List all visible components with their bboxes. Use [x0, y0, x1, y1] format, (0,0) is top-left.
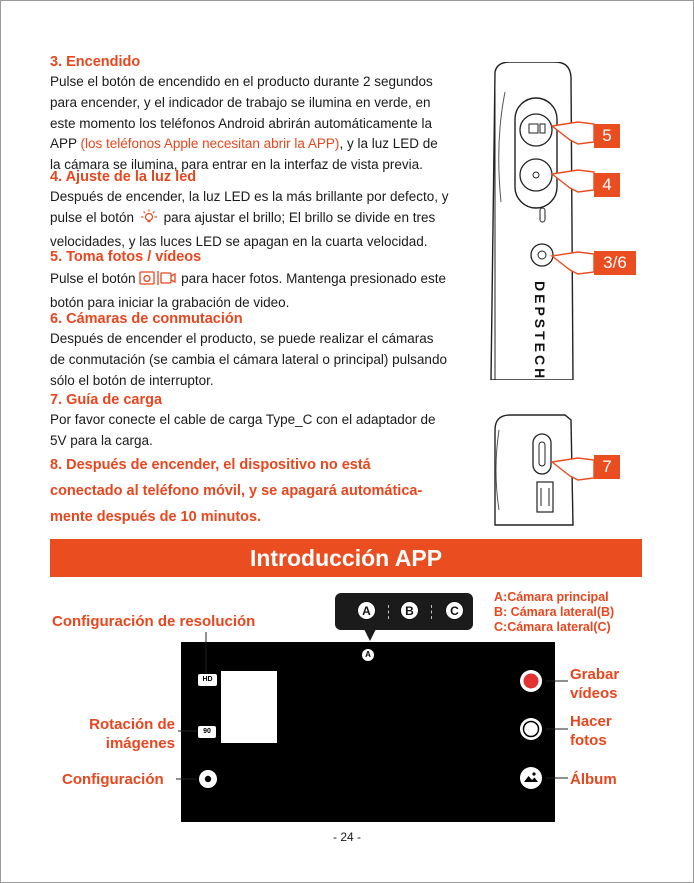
warning-line: 8. Después de encender, el dispositivo no está — [50, 457, 371, 473]
label-line: Grabar — [570, 666, 620, 683]
text-line: pulse el botón para ajustar el brillo; El brillo se divide en tres — [50, 208, 490, 232]
app-intro-banner: Introducción APP — [50, 539, 642, 577]
text-line: este momento los teléfonos Android abrirán automáticamente la — [50, 115, 432, 131]
text-line: Después de encender, la luz LED es la más brillante por defecto, y — [50, 189, 449, 204]
resolution-label: Configuración de resolución — [52, 613, 256, 630]
device-brand: DEPSTECH — [532, 281, 548, 382]
rotation-label — [77, 715, 175, 753]
label-line: Rotación de — [89, 716, 175, 733]
resolution-icon[interactable]: HD — [198, 674, 217, 686]
text-line: Pulse el botón para hacer fotos. Mantenga presionado este — [50, 269, 490, 293]
section-title: 6. Cámaras de conmutación — [50, 311, 243, 327]
section-title: 7. Guía de carga — [50, 392, 163, 408]
current-camera-indicator[interactable]: A — [362, 649, 374, 661]
settings-label: Configuración — [62, 771, 164, 788]
text-line: Por favor conecte el cable de carga Type_C con el adaptador de — [50, 412, 436, 427]
section-title: 5. Toma fotos / vídeos — [50, 249, 202, 265]
page-number: - 24 - — [332, 830, 361, 844]
warning-line: conectado al teléfono móvil, y se apagará automática- — [50, 483, 423, 499]
text-line: botón para iniciar la grabación de video. — [50, 294, 290, 310]
label-line: fotos — [570, 732, 607, 749]
text-line: para encender, y el indicador de trabajo se ilumina en verde, en — [50, 94, 431, 110]
badge-5: 5 — [594, 124, 620, 148]
warning-line: mente después de 10 minutos. — [50, 509, 262, 525]
text-line: 5V para la carga. — [50, 432, 153, 448]
section-title: 4. Ajuste de la luz led — [50, 169, 197, 185]
apple-note: (los teléfonos Apple necesitan abrir la APP) — [80, 136, 340, 152]
cam-desc-c: C:Cámara lateral(C) — [494, 620, 611, 634]
label-line: imágenes — [105, 735, 175, 752]
cam-desc-b: B: Cámara lateral(B) — [494, 605, 615, 619]
text-line: sólo el botón de interruptor. — [50, 372, 214, 388]
text-line: Pulse el botón de encendido en el producto durante 2 segundos — [50, 74, 433, 89]
record-label — [570, 665, 619, 703]
text-line: la cámara se ilumina, para entrar en la interfaz de vista previa. — [50, 157, 423, 173]
text-line: APP (los teléfonos Apple necesitan abrir la APP), y la luz LED de — [50, 136, 438, 152]
camera-a-button[interactable]: A — [357, 601, 376, 620]
camera-b-button[interactable]: B — [400, 601, 419, 620]
text-line: velocidades, y las luces LED se apagan en la cuarta velocidad. — [50, 233, 428, 249]
section-title: 3. Encendido — [50, 54, 141, 70]
camera-c-button[interactable]: C — [445, 601, 464, 620]
badge-7: 7 — [594, 455, 620, 479]
label-line: Hacer — [570, 713, 612, 730]
rotation-icon[interactable]: 90 — [198, 726, 216, 738]
label-line: vídeos — [570, 685, 618, 702]
cam-desc-a: A:Cámara principal — [494, 590, 609, 604]
badge-3-6: 3/6 — [594, 251, 636, 275]
text-line: de conmutación (se cambia el cámara lateral o principal) pulsando — [50, 351, 447, 367]
album-label: Álbum — [570, 771, 617, 788]
photo-label — [570, 712, 612, 750]
badge-4: 4 — [594, 173, 620, 197]
text-line: Después de encender el producto, se puede realizar el cámaras — [50, 331, 434, 346]
